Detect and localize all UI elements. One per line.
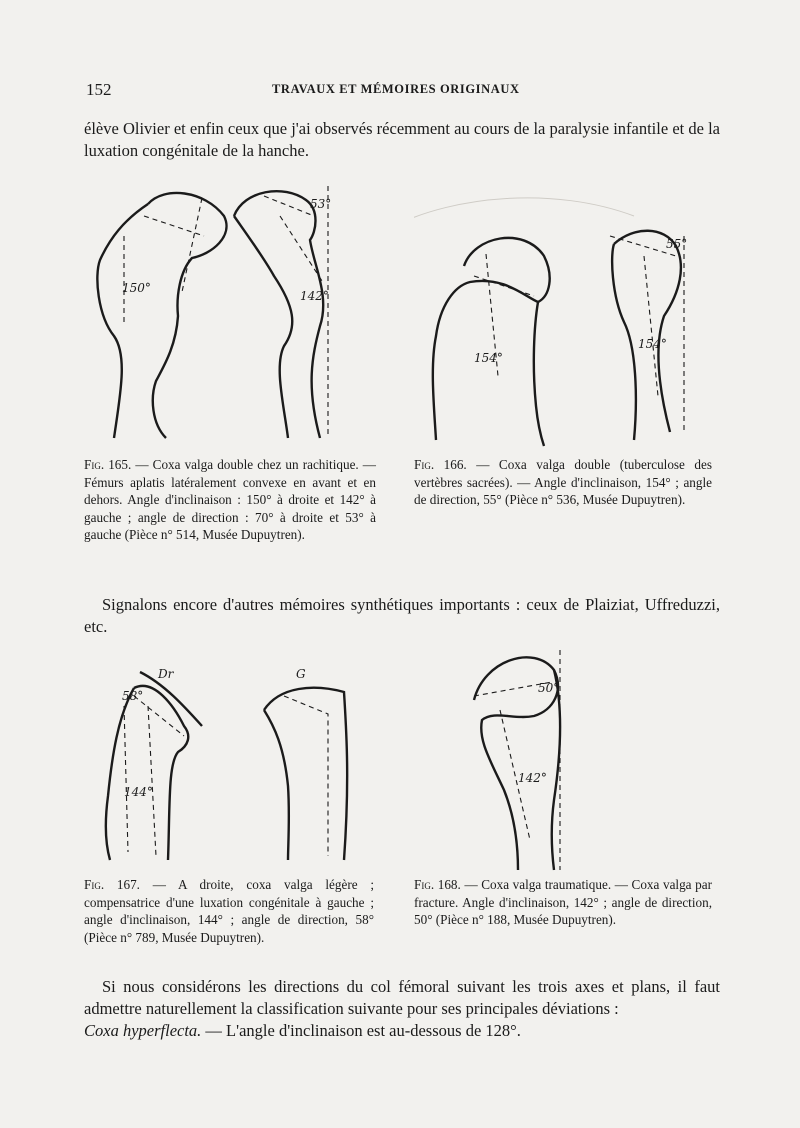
fig167-angle-label-2: 144°: [124, 785, 153, 799]
coxa-hyperflecta-term: Coxa hyperflecta.: [84, 1021, 202, 1040]
figure-168-caption: [414, 876, 712, 929]
page-number: 152: [86, 80, 112, 99]
figure-167-caption-text: — A droite, coxa valga légère ; compensatrice d'une luxation congénitale à gauche ; angle d'inclinaison, 144° ; angle de direction, 58° (Pièce n° 789, Musée Dupuytren).: [84, 877, 374, 945]
paragraph-memoirs: Signalons encore d'autres mémoires synthétiques importants : ceux de Plaiziat, Uffreduzzi, etc.: [84, 595, 720, 636]
figure-166-illustration: [414, 196, 714, 452]
paragraph-intro: élève Olivier et enfin ceux que j'ai observés récemment au cours de la paralysie infantile et de la luxation congénitale de la hanche.: [84, 119, 720, 160]
fig165-angle-label-3: 142°: [300, 289, 329, 303]
fig168-angle-label-1: 50°: [538, 681, 560, 695]
figure-165-caption-text: — Coxa valga double chez un rachitique. — Fémurs aplatis latéralement convexe en avant et en dehors. Angle d'inclinaison : 150° à droite et 142° à gauche ; angle de direction : 70° à droite et 53° à gauche (Pièce n° 514, Musée Dupuytren).: [84, 457, 376, 543]
fig166-angle-label-2: 154°: [474, 351, 503, 365]
figure-165-caption: [84, 456, 376, 544]
fig165-angle-label-2: 150°: [122, 281, 151, 295]
paragraph-classification: [84, 976, 720, 1042]
fig167-side-label-left: G: [296, 667, 306, 681]
running-title: TRAVAUX ET MÉMOIRES ORIGINAUX: [272, 82, 520, 96]
classification-intro: Si nous considérons les directions du col fémoral suivant les trois axes et plans, il faut admettre naturellement la classification suivante pour ses principales déviations :: [84, 977, 720, 1018]
figure-167-caption: [84, 876, 374, 946]
figure-166-caption-text: — Coxa valga double (tuberculose des vertèbres sacrées). — Angle d'inclinaison, 154° ; angle de direction, 55° (Pièce n° 536, Musée Dupuytren).: [414, 457, 712, 508]
figure-168-caption-text: — Coxa valga traumatique. — Coxa valga par fracture. Angle d'inclinaison, 142° ; angle de direction, 50° (Pièce n° 188, Musée Dupuytren).: [414, 877, 712, 928]
figure-167-label: Fig. 167.: [84, 877, 140, 892]
fig165-angle-label-1: 53°: [310, 197, 332, 211]
coxa-hyperflecta-definition: — L'angle d'inclinaison est au-dessous de 128°.: [201, 1021, 521, 1040]
fig166-angle-label-3: 154°: [638, 337, 667, 351]
fig167-side-label-right: Dr: [158, 667, 174, 681]
figure-166-label: Fig. 166.: [414, 457, 467, 472]
figure-168-label: Fig. 168.: [414, 877, 461, 892]
figure-168-illustration: [414, 640, 714, 876]
fig167-angle-label-1: 58°: [122, 689, 144, 703]
figure-167-illustration: [84, 656, 384, 870]
fig166-angle-label-1: 55°: [666, 237, 688, 251]
figure-166-caption: [414, 456, 712, 509]
figure-165-illustration: [84, 176, 384, 452]
figure-165-label: Fig. 165.: [84, 457, 132, 472]
fig168-angle-label-2: 142°: [518, 771, 547, 785]
